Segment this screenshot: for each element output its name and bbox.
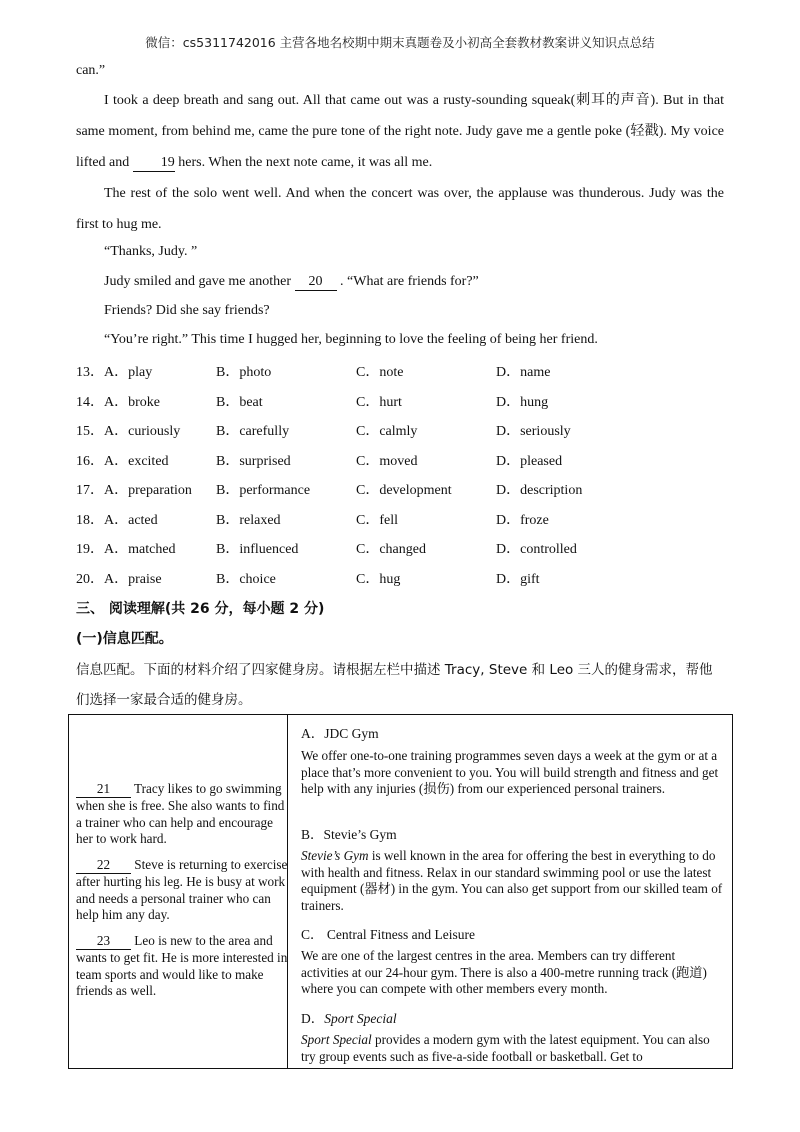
blank-23: 23 <box>76 933 131 950</box>
question-row <box>76 538 726 558</box>
gym-d-body: Sport Special provides a modern gym with the latest equipment. You can also try group events such as five-a-side football or basketball. Get to <box>301 1032 710 1064</box>
p1-after: hers. When the next note came, it was all me. <box>174 155 433 170</box>
option-a: A．acted <box>104 513 158 528</box>
passage-paragraph-6: “You’re right.” This time I hugged her, beginning to love the feeling of being her friend. <box>104 332 598 347</box>
option-a: A．preparation <box>104 483 192 498</box>
question-number: 20． <box>76 572 104 587</box>
option-a: A．praise <box>104 572 162 587</box>
option-d: D．description <box>496 483 583 498</box>
question-row <box>76 420 726 440</box>
question-number: 19． <box>76 542 104 557</box>
blank-19: 19 <box>133 155 175 172</box>
p4-after: . “What are friends for?” <box>336 274 479 289</box>
section-subtitle: (一)信息匹配。 <box>76 631 173 647</box>
person-tracy: 21 Tracy likes to go swimming when she is free. She also wants to find a trainer who can help and encourage her to work hard. <box>76 781 285 846</box>
option-a: A．broke <box>104 395 160 410</box>
passage-paragraph-4 <box>104 274 479 291</box>
p4-before: Judy smiled and gave me another <box>104 274 295 289</box>
question-row <box>76 479 726 499</box>
passage-paragraph-5: Friends? Did she say friends? <box>104 303 270 318</box>
option-c: C．hug <box>356 572 401 587</box>
gym-b-title: B．Stevie’s Gym <box>301 827 397 842</box>
gym-c-title: C． Central Fitness and Leisure <box>301 927 475 942</box>
option-d: D．controlled <box>496 542 577 557</box>
gym-b-name: Stevie’s Gym <box>301 848 369 863</box>
instruction-line-1: 信息匹配。下面的材料介绍了四家健身房。请根据左栏中描述 Tracy, Steve 和 Leo 三人的健身需求，帮他 <box>76 662 713 678</box>
gym-a-title: A．JDC Gym <box>301 726 379 741</box>
passage-paragraph-2: The rest of the solo went well. And when the concert was over, the applause was thunderous. Judy was the first to hug me. <box>76 186 724 232</box>
blank-22: 22 <box>76 857 131 874</box>
gym-d-name: Sport Special <box>301 1032 372 1047</box>
gym-c-body: We are one of the largest centres in the area. Members can try different activities at our 24-hour gym. There is also a 400-metre running track (跑道) where you can compete with other members every month. <box>301 948 707 996</box>
person-leo: 23 Leo is new to the area and wants to get fit. He is more interested in team sports and would like to make friends as well. <box>76 933 288 998</box>
person-steve: 22 Steve is returning to exercise after hurting his leg. He is busy at work and needs a personal trainer who can help him any day. <box>76 857 288 922</box>
option-a: A．excited <box>104 454 169 469</box>
option-a: A．play <box>104 365 153 380</box>
question-row <box>76 568 726 588</box>
p1-before: I took a deep breath and sang out. All that came out was a rusty-sounding squeak(刺耳的声音). But in that same moment, from behind me, came the pure tone of the right note. Judy gave me a gentle poke (轻戳). My voice lifted and <box>76 93 724 170</box>
option-c: C．note <box>356 365 404 380</box>
question-number: 18． <box>76 513 104 528</box>
option-c: C．moved <box>356 454 418 469</box>
passage-line-can: can.” <box>76 63 106 78</box>
question-row <box>76 509 726 529</box>
gym-a-body: We offer one-to-one training programmes seven days a week at the gym or at a place that’s more convenient to you. You will build strength and fitness and get help with any injuries (损伤) from our experienced personal trainers. <box>301 748 719 796</box>
option-b: B．carefully <box>216 424 290 439</box>
option-b: B．photo <box>216 365 272 380</box>
section-title: 三、 阅读理解(共 26 分，每小题 2 分) <box>76 601 325 617</box>
option-d: D．froze <box>496 513 549 528</box>
option-d: D．gift <box>496 572 540 587</box>
blank-21: 21 <box>76 781 131 798</box>
question-number: 15． <box>76 424 104 439</box>
gym-d-title: D．Sport Special <box>301 1011 397 1026</box>
option-c: C．changed <box>356 542 426 557</box>
option-a: A．matched <box>104 542 176 557</box>
option-b: B．choice <box>216 572 276 587</box>
question-row <box>76 450 726 470</box>
option-c: C．development <box>356 483 452 498</box>
question-number: 16． <box>76 454 104 469</box>
passage-paragraph-3: “Thanks, Judy. ” <box>104 244 198 259</box>
option-c: C．fell <box>356 513 398 528</box>
question-row <box>76 391 726 411</box>
option-a: A．curiously <box>104 424 181 439</box>
option-c: C．hurt <box>356 395 402 410</box>
blank-20: 20 <box>295 274 337 291</box>
option-d: D．hung <box>496 395 549 410</box>
question-number: 14． <box>76 395 104 410</box>
option-d: D．pleased <box>496 454 563 469</box>
question-number: 17． <box>76 483 104 498</box>
option-b: B．surprised <box>216 454 291 469</box>
instruction-line-2: 们选择一家最合适的健身房。 <box>76 692 252 708</box>
question-row <box>76 361 726 381</box>
question-number: 13． <box>76 365 104 380</box>
option-c: C．calmly <box>356 424 418 439</box>
gym-b-body: Stevie’s Gym is well known in the area for offering the best in everything to do with health and fitness. Relax in our standard swimming pool or use the latest equipment (器材) in the gym. You can also get support from our skilled team of trainers. <box>301 848 723 913</box>
page-header: 微信：cs5311742016 主营各地名校期中期末真题卷及小初高全套教材教案讲义知识点总结 <box>145 35 655 50</box>
option-d: D．name <box>496 365 551 380</box>
option-d: D．seriously <box>496 424 571 439</box>
passage-paragraph-1 <box>76 85 724 178</box>
option-b: B．beat <box>216 395 263 410</box>
option-b: B．influenced <box>216 542 299 557</box>
option-b: B．performance <box>216 483 311 498</box>
option-b: B．relaxed <box>216 513 281 528</box>
